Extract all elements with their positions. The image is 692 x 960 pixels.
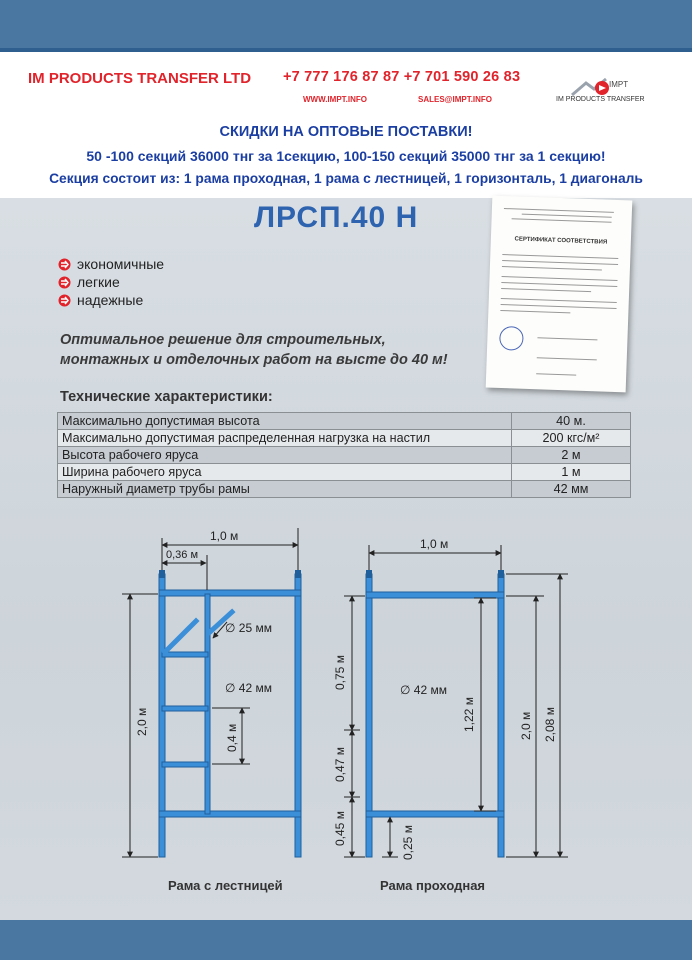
feature-item [58,273,164,291]
pass-frame [366,570,504,857]
ladder-frame [159,570,301,857]
ladder-pipe-small-label: ∅ 25 мм [225,621,272,635]
feature-item [58,255,164,273]
company-name: IM PRODUCTS TRANSFER LTD [28,70,252,87]
ladder-pipe-large-label: ∅ 42 мм [225,681,272,695]
pass-seg-top-label: 0,75 м [333,655,347,690]
slogan-line: Оптимальное решение для строительных, [60,332,386,348]
bottom-color-bar [0,920,692,960]
arrow-bullet-icon [58,258,71,271]
spec-name: Максимально допустимая распределенная нагрузка на настил [58,430,512,447]
table-row [58,464,631,481]
logo-subtitle: IM PRODUCTS TRANSFER [556,96,645,103]
certificate-image [486,196,633,393]
pass-height-total-label: 2,08 м [543,707,557,742]
specs-heading: Технические характеристики: [60,389,273,405]
frame-diagrams [0,515,692,915]
feature-label: легкие [77,274,120,290]
slogan-line: монтажных и отделочных работ на высте до 40 м! [60,352,448,368]
pass-width-label: 1,0 м [420,537,449,551]
certificate-stamp [499,326,524,351]
ladder-height-label: 2,0 м [135,707,149,736]
promo-section-composition: Секция состоит из: 1 рама проходная, 1 рама с лестницей, 1 горизонталь, 1 диагональ [49,171,643,186]
pass-height-label: 2,0 м [519,711,533,740]
email-link[interactable]: SALES@IMPT.INFO [418,95,493,104]
specs-table [57,412,631,498]
phone-numbers[interactable]: +7 777 176 87 87 +7 701 590 26 83 [283,69,521,85]
spec-value: 2 м [512,447,631,464]
pass-seg-mid-label: 0,47 м [333,747,347,782]
pass-base-label: 0,25 м [401,825,415,860]
spec-name: Максимально допустимая высота [58,413,512,430]
website-link[interactable]: WWW.IMPT.INFO [303,95,367,104]
product-title: ЛРСП.40 Н [254,201,419,234]
spec-value: 40 м. [512,413,631,430]
table-row [58,447,631,464]
ladder-width-label: 1,0 м [210,529,239,543]
promo-headline: СКИДКИ НА ОПТОВЫЕ ПОСТАВКИ! [219,124,473,140]
table-row [58,413,631,430]
pass-frame-caption: Рама проходная [380,878,486,893]
feature-item [58,291,164,309]
promo-price-line: 50 -100 секций 36000 тнг за 1секцию, 100-150 секций 35000 тнг за 1 секцию! [86,148,606,164]
spec-value: 200 кгс/м² [512,430,631,447]
spec-name: Ширина рабочего яруса [58,464,512,481]
feature-label: надежные [77,292,144,308]
table-row [58,481,631,498]
feature-list [58,255,164,309]
spec-value: 42 мм [512,481,631,498]
pass-seg-bottom-label: 0,45 м [333,811,347,846]
spec-name: Наружный диаметр трубы рамы [58,481,512,498]
pass-pipe-label: ∅ 42 мм [400,683,447,697]
spec-name: Высота рабочего яруса [58,447,512,464]
feature-label: экономичные [77,256,165,272]
spec-value: 1 м [512,464,631,481]
pass-inner-label: 1,22 м [462,697,476,732]
arrow-bullet-icon [58,276,71,289]
certificate-title: СЕРТИФИКАТ СООТВЕТСТВИЯ [514,236,608,246]
slogan [60,330,448,370]
top-color-bar [0,0,692,52]
logo-name: IMPT [609,80,629,89]
ladder-rung-spacing-label: 0,4 м [225,723,239,752]
arrow-bullet-icon [58,294,71,307]
ladder-frame-caption: Рама с лестницей [168,878,283,893]
ladder-offset-label: 0,36 м [166,549,199,561]
table-row [58,430,631,447]
